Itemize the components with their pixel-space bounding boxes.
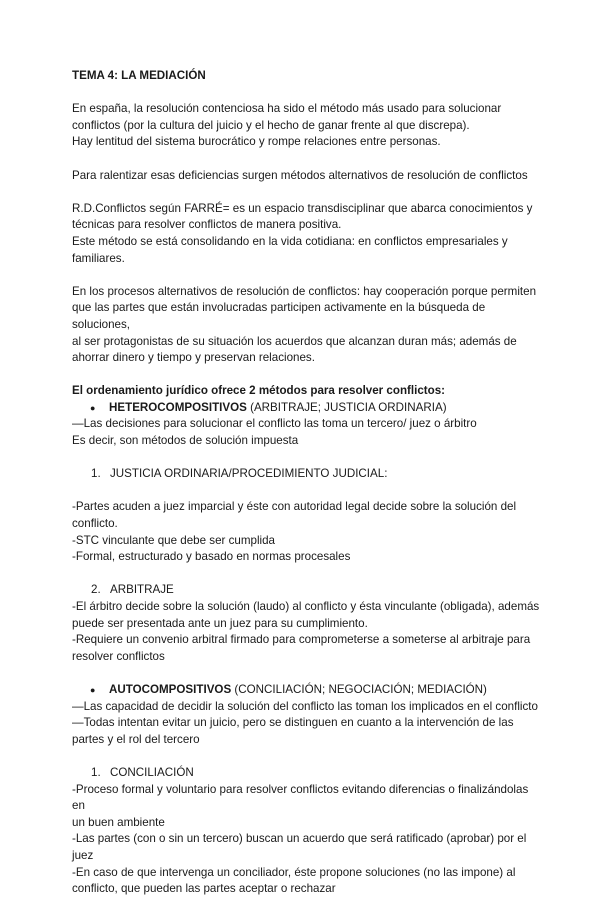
conciliacion-line: un buen ambiente — [72, 815, 165, 829]
intro-line: conflictos (por la cultura del juicio y el hecho de ganar frente al que discrepa). — [72, 118, 470, 132]
conciliacion-heading-item — [72, 765, 542, 782]
justicia-line: conflicto. — [72, 517, 118, 531]
farre-line: técnicas para resolver conflictos de manera positiva. — [72, 218, 342, 232]
hetero-line: Es decir, son métodos de solución impuesta — [72, 434, 299, 448]
section-heading: El ordenamiento jurídico ofrece 2 métodos para resolver conflictos: — [72, 384, 446, 398]
bullet-icon: ● — [90, 402, 96, 413]
arbitraje-line: resolver conflictos — [72, 649, 165, 663]
conciliacion-line: juez — [72, 848, 94, 862]
conciliacion-line: -Las partes (con o sin un tercero) buscan un acuerdo que será ratificado (aprobar) por el — [72, 832, 527, 846]
hetero-bullet-item — [72, 400, 542, 417]
farre-line: Este método se está consolidando en la vida cotidiana: en conflictos empresariales y — [72, 234, 508, 248]
arbitraje-line: puede ser presentada ante un juez para su cumplimiento. — [72, 616, 368, 630]
justicia-heading: JUSTICIA ORDINARIA/PROCEDIMIENTO JUDICIAL: — [110, 467, 388, 481]
list-number: 1. — [91, 467, 101, 481]
auto-bullet-item — [72, 682, 542, 699]
farre-line: R.D.Conflictos según FARRÉ= es un espacio transdisciplinar que abarca conocimientos y — [72, 201, 533, 215]
cooperation-line: al ser protagonistas de su situación los acuerdos que alcanzan duran más; además de — [72, 334, 517, 348]
cooperation-line: En los procesos alternativos de resolución de conflictos: hay cooperación porque permiten — [72, 284, 537, 298]
auto-line: partes y el rol del tercero — [72, 732, 200, 746]
auto-line: —Las capacidad de decidir la solución del conflicto las toman los implicados en el conflicto — [72, 699, 538, 713]
document-page — [72, 68, 542, 898]
conciliacion-line: conflicto, que pueden las partes aceptar o rechazar — [72, 882, 336, 896]
conciliacion-line: -En caso de que intervenga un conciliador, éste propone soluciones (no las impone) al — [72, 865, 516, 879]
intro-line: En españa, la resolución contenciosa ha sido el método más usado para solucionar — [72, 102, 502, 116]
cooperation-line: ahorrar dinero y tiempo y preservan relaciones. — [72, 351, 315, 365]
hetero-line: —Las decisiones para solucionar el conflicto las toma un tercero/ juez o árbitro — [72, 417, 477, 431]
arbitraje-heading: ARBITRAJE — [110, 583, 174, 597]
hetero-label: HETEROCOMPOSITIVOS — [109, 400, 247, 414]
justicia-heading-item — [72, 466, 542, 483]
auto-paren: (CONCILIACIÓN; NEGOCIACIÓN; MEDIACIÓN) — [231, 682, 487, 696]
conciliacion-heading: CONCILIACIÓN — [110, 765, 194, 779]
arbitraje-line: -El árbitro decide sobre la solución (laudo) al conflicto y ésta vinculante (obligada), además — [72, 600, 540, 613]
conciliacion-line: -Proceso formal y voluntario para resolver conflictos evitando diferencias o finalizándolas en — [72, 782, 529, 813]
cooperation-line: que las partes que están involucradas participen activamente en la búsqueda de soluciones, — [72, 301, 486, 331]
arbitraje-line: -Requiere un convenio arbitral firmado para comprometerse a someterse al arbitraje para — [72, 633, 531, 647]
auto-line: —Todas intentan evitar un juicio, pero se distinguen en cuanto a la intervención de las — [72, 716, 514, 730]
paragraph-alternative-methods: Para ralentizar esas deficiencias surgen métodos alternativos de resolución de conflictos — [72, 168, 528, 182]
farre-line: familiares. — [72, 251, 125, 265]
justicia-line: -STC vinculante que debe ser cumplida — [72, 533, 275, 547]
intro-line: Hay lentitud del sistema burocrático y rompe relaciones entre personas. — [72, 135, 441, 149]
list-number: 1. — [91, 765, 101, 779]
arbitraje-heading-item — [72, 582, 542, 599]
document-title: TEMA 4: LA MEDIACIÓN — [72, 69, 206, 82]
list-number: 2. — [91, 583, 101, 597]
hetero-paren: (ARBITRAJE; JUSTICIA ORDINARIA) — [246, 400, 447, 414]
justicia-line: -Formal, estructurado y basado en normas procesales — [72, 550, 351, 564]
bullet-icon: ● — [90, 684, 96, 695]
justicia-line: -Partes acuden a juez imparcial y éste con autoridad legal decide sobre la solución del — [72, 500, 517, 514]
auto-label: AUTOCOMPOSITIVOS — [109, 682, 232, 696]
